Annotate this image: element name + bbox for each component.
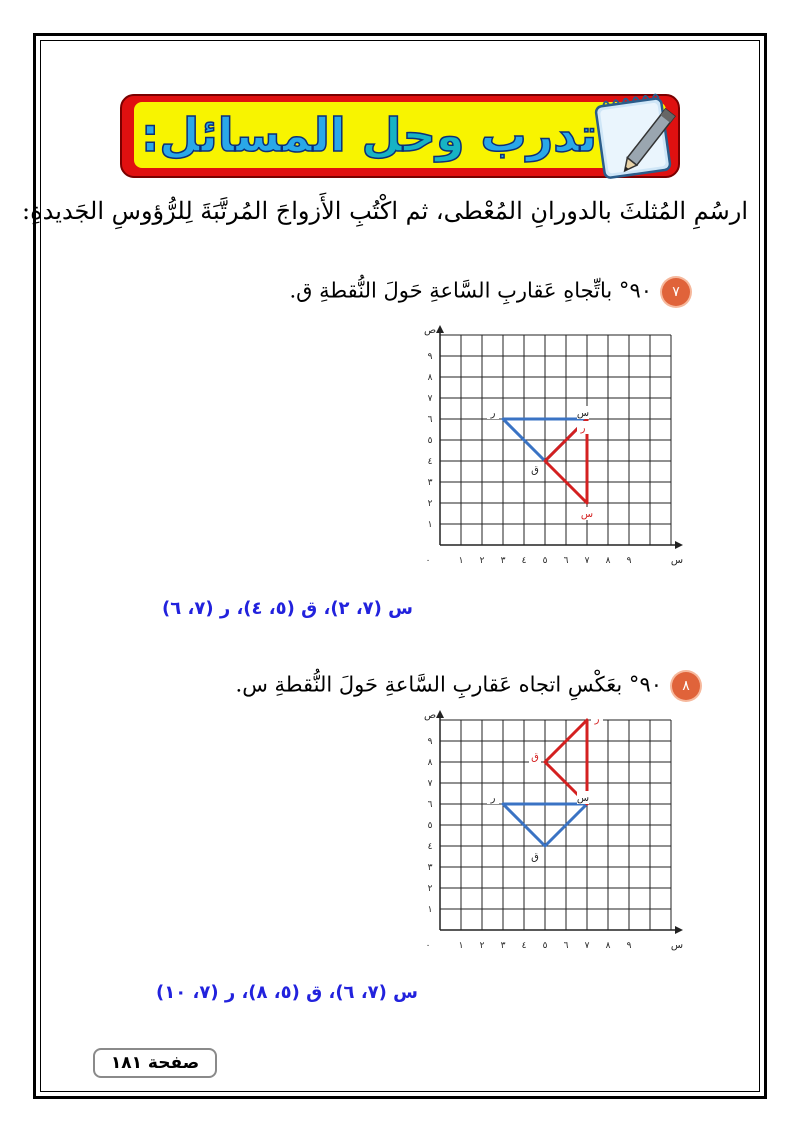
y-tick-label: ٨ — [427, 373, 433, 383]
x-axis-label: س — [670, 940, 684, 951]
x-tick-label: ٧ — [584, 941, 590, 951]
x-tick-label: ٥ — [542, 556, 548, 566]
x-tick-label: ٨ — [605, 941, 611, 951]
y-tick-label: ٢ — [427, 884, 433, 894]
vertex-label: س — [576, 793, 590, 804]
page-number-box — [93, 1048, 217, 1078]
y-tick-label: ٣ — [427, 478, 433, 488]
x-tick-label: ٩ — [626, 941, 632, 951]
question-7-coordinate-grid — [420, 325, 690, 566]
question-8-prompt: ٩٠° بعَكْسِ اتجاه عَقاربِ السَّاعةِ حَولَ النُّقطةِ س. — [235, 672, 662, 697]
rotated-vertex-label: س — [580, 509, 594, 520]
question-8-text — [236, 672, 700, 700]
banner-title — [134, 102, 604, 168]
origin-label: ٠ — [425, 556, 431, 566]
x-tick-label: ٨ — [605, 556, 611, 566]
y-tick-label: ٤ — [427, 842, 433, 852]
x-tick-label: ٤ — [521, 556, 527, 566]
question-7-prompt: ٩٠° باتِّجاهِ عَقاربِ السَّاعةِ حَولَ النُّقطةِ ق. — [289, 278, 652, 303]
page-number: صفحة ١٨١ — [110, 1053, 200, 1073]
x-tick-label: ٦ — [563, 941, 569, 951]
y-tick-label: ٤ — [427, 457, 433, 467]
y-tick-label: ٩ — [427, 737, 433, 747]
y-tick-label: ٨ — [427, 758, 433, 768]
banner-title-word1: تدرب — [480, 108, 598, 162]
y-axis-arrow-icon — [436, 325, 444, 333]
x-tick-label: ٣ — [500, 556, 506, 566]
y-tick-label: ٧ — [427, 394, 433, 404]
question-7-text — [289, 278, 690, 306]
x-tick-label: ٢ — [479, 556, 485, 566]
y-axis-label: ص — [423, 710, 437, 721]
x-tick-label: ٦ — [563, 556, 569, 566]
vertex-label: ر — [490, 793, 496, 804]
question-8-number-badge: ٨ — [672, 672, 700, 700]
y-tick-label: ٧ — [427, 779, 433, 789]
x-tick-label: ٩ — [626, 556, 632, 566]
question-8-answer: س (٧، ٦)، ق (٥، ٨)، ر (٧، ١٠) — [156, 982, 418, 1003]
question-8-coordinate-grid — [420, 710, 690, 951]
x-tick-label: ٣ — [500, 941, 506, 951]
x-axis-arrow-icon — [675, 926, 683, 934]
x-axis-arrow-icon — [675, 541, 683, 549]
title-banner — [120, 88, 690, 184]
y-tick-label: ٢ — [427, 499, 433, 509]
y-axis-label: ص — [423, 325, 437, 336]
vertex-label: ق — [531, 465, 539, 476]
y-axis-arrow-icon — [436, 710, 444, 718]
origin-label: ٠ — [425, 941, 431, 951]
x-axis-label: س — [670, 555, 684, 566]
y-tick-label: ٩ — [427, 352, 433, 362]
y-tick-label: ٥ — [427, 436, 433, 446]
y-tick-label: ٣ — [427, 863, 433, 873]
vertex-label: ر — [490, 408, 496, 419]
vertex-label: س — [576, 408, 590, 419]
y-tick-label: ١ — [427, 520, 433, 530]
grid-lines — [440, 335, 671, 545]
x-tick-label: ٤ — [521, 941, 527, 951]
notepad-pencil-icon — [594, 88, 686, 184]
question-7-answer: س (٧، ٢)، ق (٥، ٤)، ر (٧، ٦) — [161, 598, 413, 619]
x-tick-label: ٧ — [584, 556, 590, 566]
y-tick-label: ٦ — [427, 415, 433, 425]
rotated-vertex-label: ق — [531, 752, 539, 763]
banner-title-word3: المسائل: — [140, 108, 346, 162]
banner-title-word2: وحل — [361, 108, 465, 162]
instruction-text: ارسُمِ المُثلثَ بالدورانِ المُعْطى، ثم اكْتُبِ الأَزواجَ المُرتَّبَةَ لِلرُّؤوسِ الجَديدةِ: — [22, 197, 748, 225]
question-7-number-badge: ٧ — [662, 278, 690, 306]
vertex-label: ق — [531, 852, 539, 863]
y-tick-label: ١ — [427, 905, 433, 915]
x-tick-label: ١ — [458, 556, 464, 566]
y-tick-label: ٥ — [427, 821, 433, 831]
rotated-vertex-label: ر — [594, 714, 600, 725]
x-tick-label: ٥ — [542, 941, 548, 951]
y-tick-label: ٦ — [427, 800, 433, 810]
x-tick-label: ١ — [458, 941, 464, 951]
x-tick-label: ٢ — [479, 941, 485, 951]
rotated-vertex-label: ر — [580, 423, 586, 434]
